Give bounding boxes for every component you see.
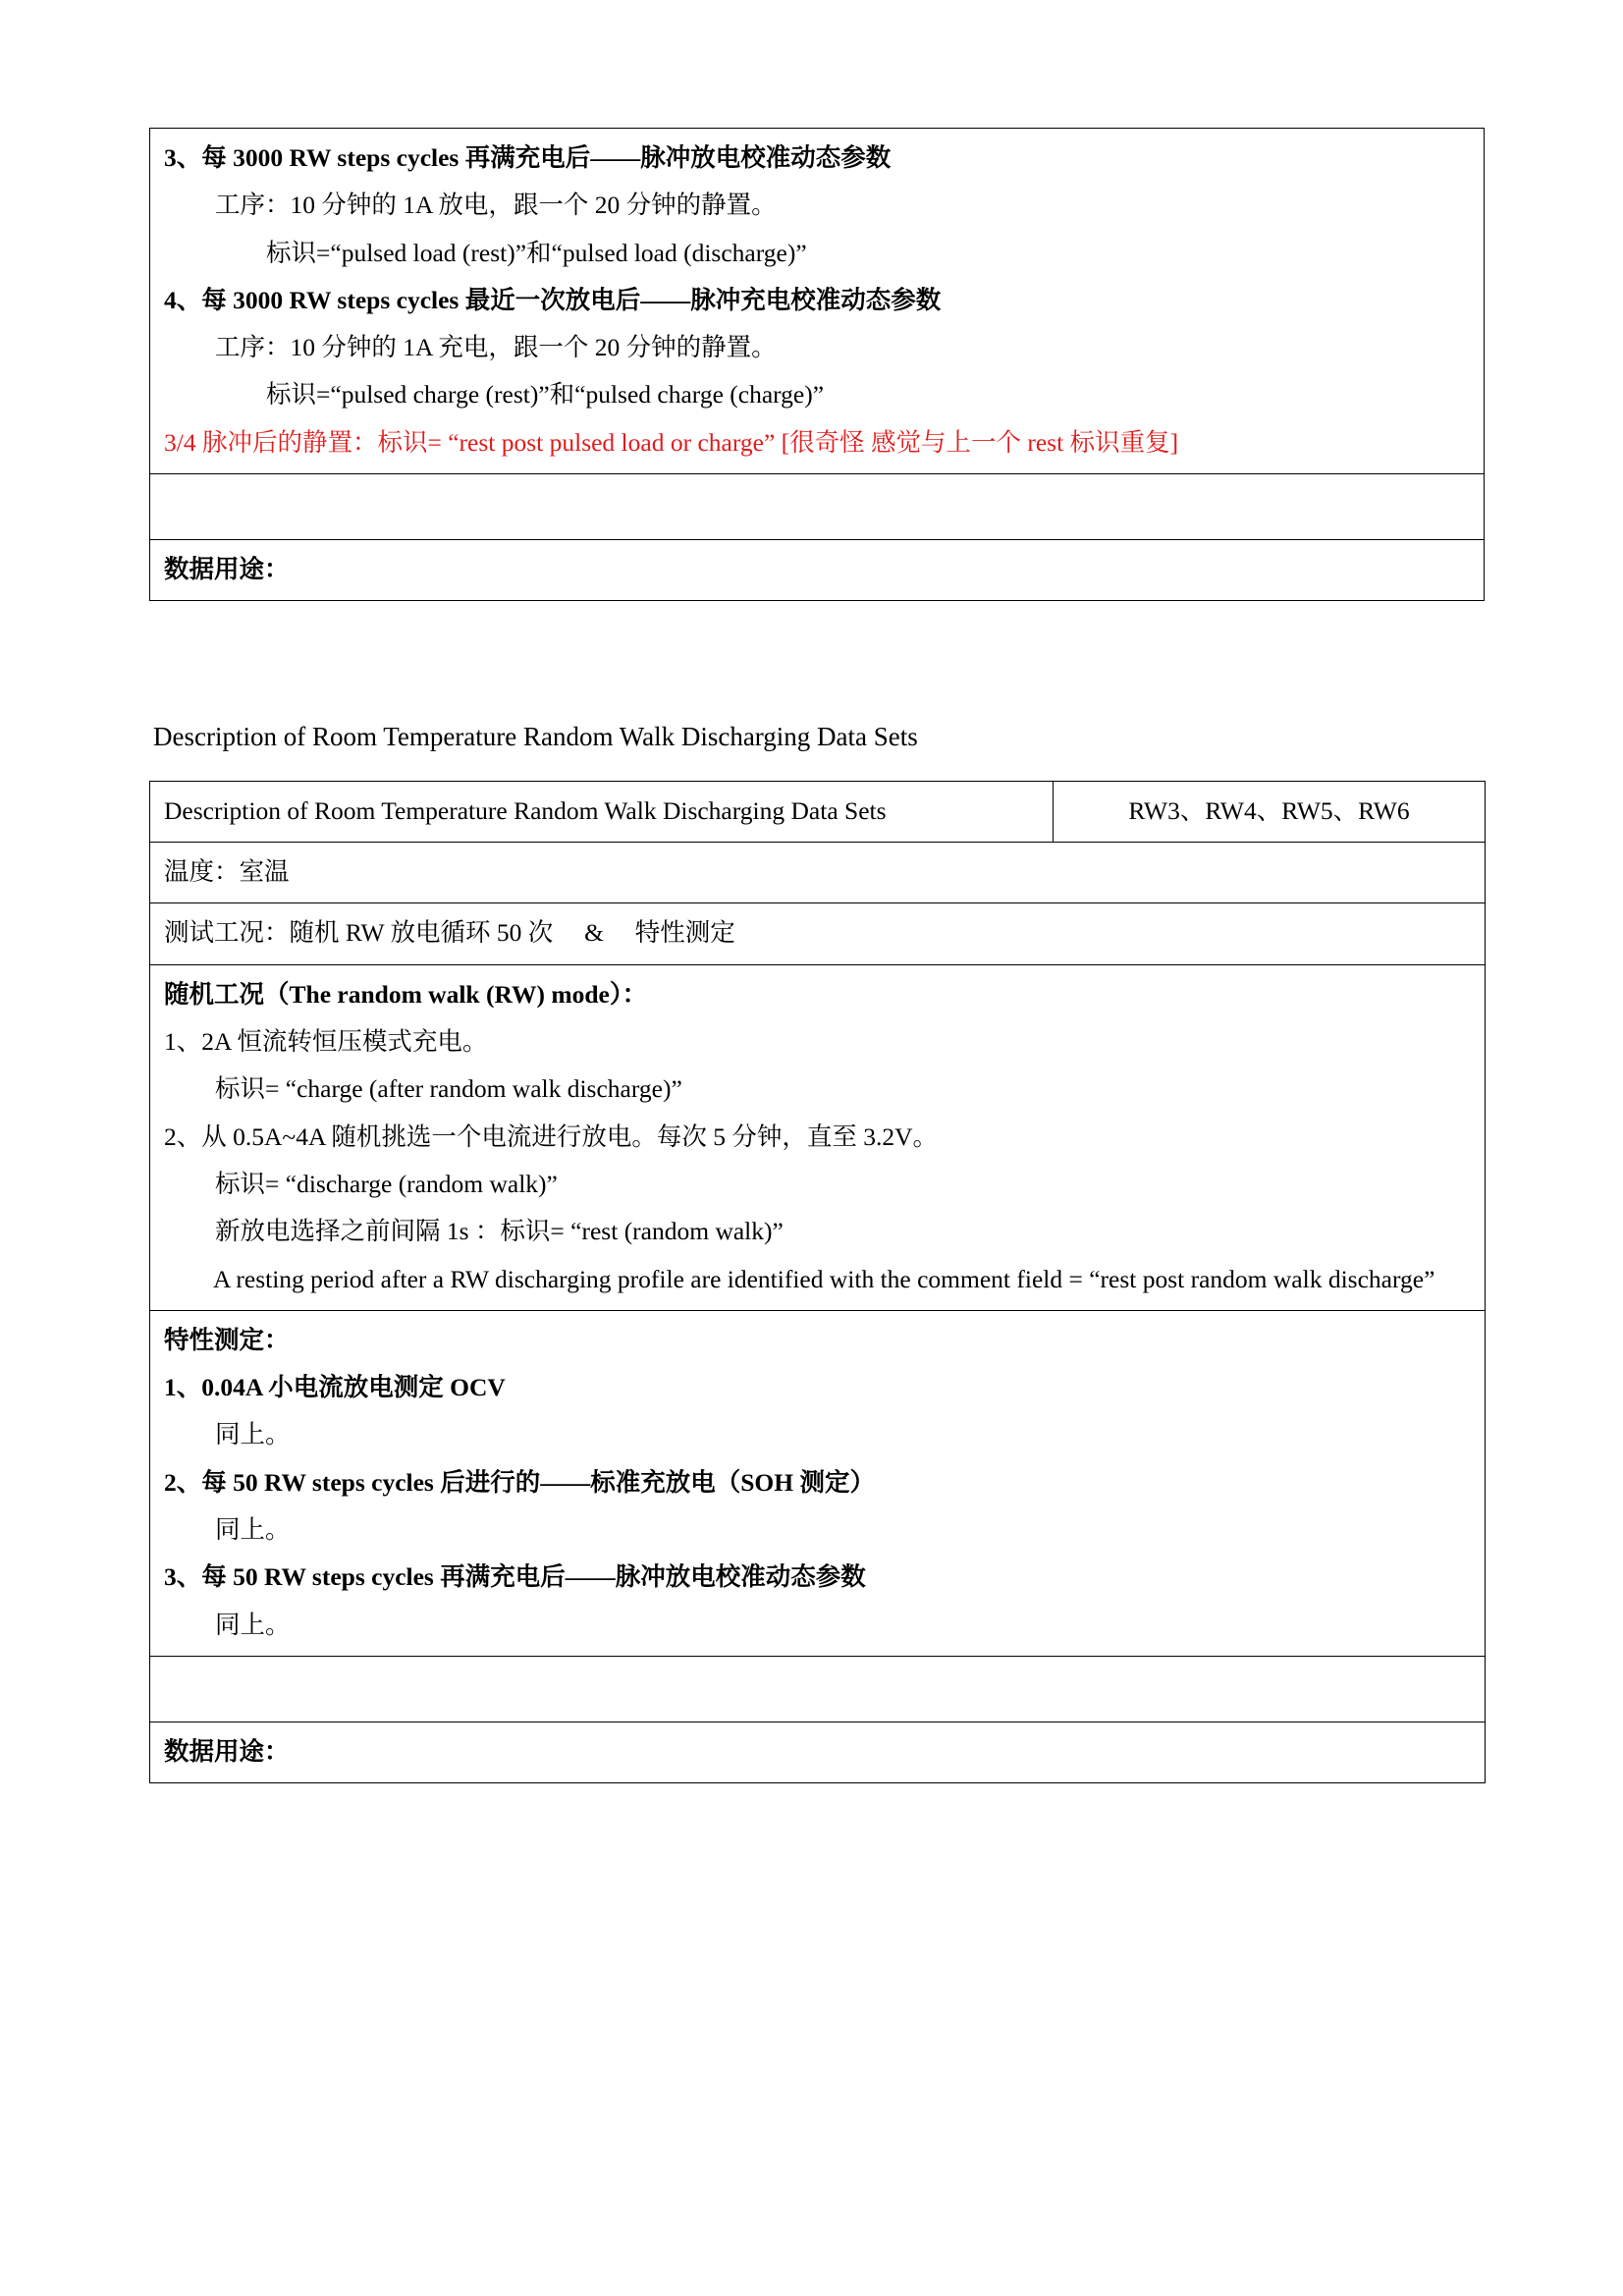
- temperature-cell: 温度：室温: [150, 843, 1486, 903]
- rw-dataset-cell: RW3、RW4、RW5、RW6: [1054, 781, 1486, 842]
- spacer-cell: [150, 474, 1485, 540]
- table-row: [150, 1656, 1486, 1722]
- page-bottom-gap: [149, 1783, 1486, 1901]
- item-3-identifier: 标识=“pulsed load (rest)”和“pulsed load (discharge)”: [266, 238, 807, 267]
- data-usage-label: 数据用途：: [164, 555, 290, 584]
- rw-data-usage-cell: [150, 1722, 1486, 1782]
- pulsed-calibration-cell: [150, 129, 1485, 474]
- characterization-cell: [150, 1310, 1486, 1656]
- table-row: [150, 843, 1486, 903]
- rw-discharging-table: [149, 781, 1486, 1783]
- pulsed-calibration-table: [149, 128, 1485, 601]
- rest-post-pulse-note: 3/4 脉冲后的静置：标识= “rest post pulsed load or charge” [很奇怪 感觉与上一个 rest 标识重复]: [164, 427, 1179, 457]
- characterization-item-1: 1、0.04A 小电流放电测定 OCV: [164, 1373, 506, 1402]
- item-3-procedure: 工序：10 分钟的 1A 放电，跟一个 20 分钟的静置。: [215, 191, 777, 220]
- rw-rest-identifier: 新放电选择之前间隔 1s ：标识= “rest (random walk)”: [215, 1217, 784, 1246]
- characterization-item-3-note: 同上。: [215, 1610, 291, 1639]
- page-title: Description of Room Temperature Random Walk Discharging Data Sets: [153, 722, 918, 752]
- item-3-heading: 3、每 3000 RW steps cycles 再满充电后——脉冲放电校准动态参数: [164, 143, 892, 172]
- item-4-heading: 4、每 3000 RW steps cycles 最近一次放电后——脉冲充电校准动态参数: [164, 285, 942, 314]
- table-row: [150, 964, 1486, 1310]
- table-row: [150, 903, 1486, 964]
- characterization-item-2: 2、每 50 RW steps cycles 后进行的——标准充放电（SOH 测定）: [164, 1467, 875, 1497]
- item-4-identifier: 标识=“pulsed charge (rest)”和“pulsed charge (charge)”: [266, 380, 825, 410]
- item-4-procedure: 工序：10 分钟的 1A 充电，跟一个 20 分钟的静置。: [215, 333, 777, 362]
- characterization-heading: 特性测定：: [164, 1325, 290, 1354]
- characterization-item-3: 3、每 50 RW steps cycles 再满充电后——脉冲放电校准动态参数: [164, 1562, 866, 1592]
- rw-rest-paragraph: A resting period after a RW discharging profile are identified with the comment field = “rest post random walk discharge”: [213, 1264, 1435, 1293]
- rw-step-1-identifier: 标识= “charge (after random walk discharge)”: [215, 1074, 682, 1104]
- characterization-item-1-note: 同上。: [215, 1420, 291, 1449]
- rw-mode-cell: [150, 964, 1486, 1310]
- table-row: [150, 129, 1485, 474]
- table-row: [150, 1722, 1486, 1782]
- characterization-item-2-note: 同上。: [215, 1515, 291, 1545]
- rw-spacer-cell: [150, 1656, 1486, 1722]
- rw-table-title-cell: Description of Room Temperature Random Walk Discharging Data Sets: [150, 781, 1054, 842]
- rw-data-usage-label: 数据用途：: [164, 1736, 290, 1766]
- table-row: [150, 474, 1485, 540]
- test-condition-cell: 测试工况：随机 RW 放电循环 50 次 & 特性测定: [150, 903, 1486, 964]
- data-usage-cell: [150, 540, 1485, 601]
- table-row: [150, 781, 1486, 842]
- rw-step-2-identifier: 标识= “discharge (random walk)”: [215, 1169, 558, 1198]
- table-row: [150, 1310, 1486, 1656]
- rw-step-1: 1、2A 恒流转恒压模式充电。: [164, 1027, 488, 1057]
- table-row: [150, 540, 1485, 601]
- rw-step-2: 2、从 0.5A~4A 随机挑选一个电流进行放电。每次 5 分钟，直至 3.2V。: [164, 1121, 939, 1151]
- rw-mode-heading: 随机工况（The random walk (RW) mode）：: [164, 979, 648, 1009]
- section-gap: [149, 601, 1486, 717]
